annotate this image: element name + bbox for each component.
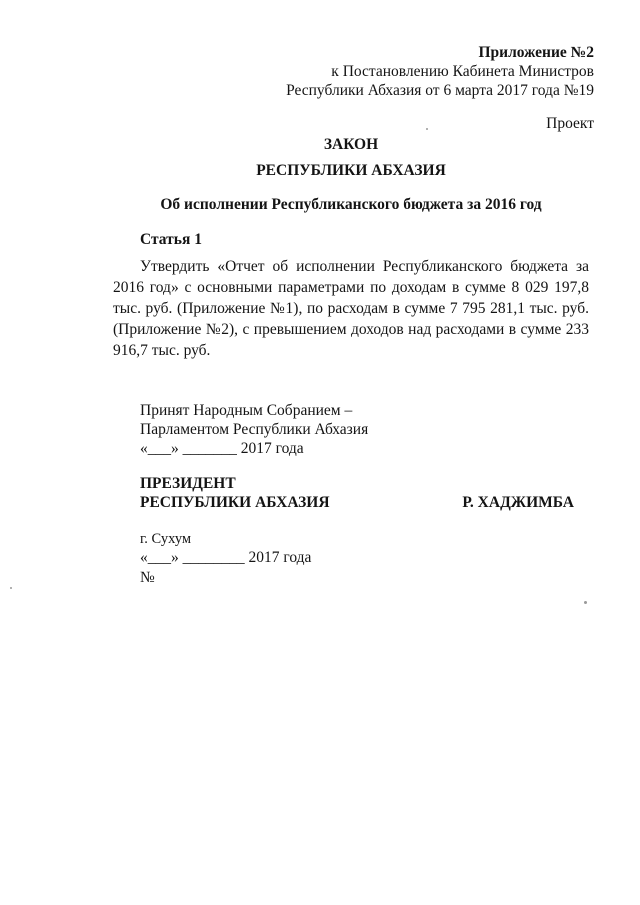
- scan-speck: [10, 587, 12, 589]
- adoption-line-2: Парламентом Республики Абхазия: [140, 421, 369, 438]
- footer-date: «___» ________ 2017 года: [140, 549, 312, 566]
- adoption-date: «___» _______ 2017 года: [140, 440, 304, 457]
- article-text: Утвердить «Отчет об исполнении Республиканского бюджета за 2016 год» с основными параметрами по доходам в сумме 8 029 197,8 тыс. руб. (Приложение №1), по расходам в сумме 7 795 281,1 тыс. руб. (Приложение №2), с превышением доходов над расходами в сумме 233 916,7 тыс. руб.: [113, 258, 589, 359]
- city-label: г. Сухум: [140, 531, 192, 547]
- signatory-name: Р. ХАДЖИМБА: [462, 494, 574, 511]
- draft-label: Проект: [546, 115, 594, 132]
- scan-speck: [426, 128, 428, 130]
- appendix-line-2: Республики Абхазия от 6 марта 2017 года №19: [286, 82, 594, 99]
- appendix-title: Приложение №2: [478, 44, 594, 61]
- republic-title: РЕСПУБЛИКИ АБХАЗИЯ: [256, 162, 446, 179]
- law-title: ЗАКОН: [323, 136, 379, 153]
- scan-speck: [584, 601, 587, 604]
- signatory-title-2: РЕСПУБЛИКИ АБХАЗИЯ: [140, 494, 330, 511]
- article-heading: Статья 1: [140, 231, 202, 248]
- law-subject: Об исполнении Республиканского бюджета за 2016 год: [160, 196, 542, 213]
- appendix-line-1: к Постановлению Кабинета Министров: [331, 63, 594, 80]
- adoption-line-1: Принят Народным Собранием –: [140, 402, 353, 419]
- signatory-title-1: ПРЕЗИДЕНТ: [140, 475, 236, 492]
- footer-number: №: [140, 569, 155, 586]
